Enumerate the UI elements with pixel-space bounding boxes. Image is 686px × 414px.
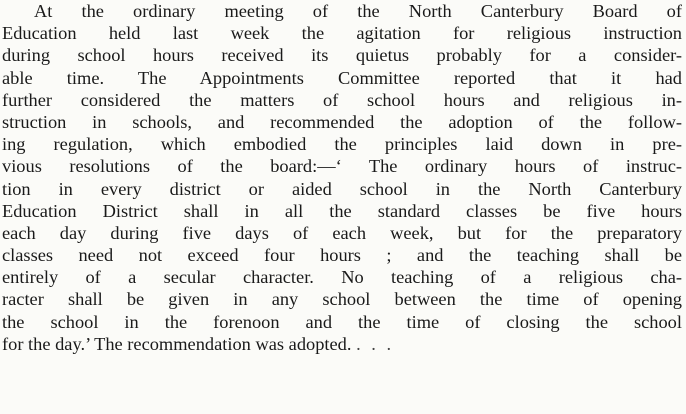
article-text: [2, 0, 682, 355]
trailing-marks: . . .: [356, 333, 395, 354]
article-line: Education held last week the agitation for religious instruction: [2, 23, 682, 44]
article-line: further considered the matters of school hours and religious in-: [2, 89, 682, 110]
article-line: vious resolutions of the board:—‘ The ordinary hours of instruc-: [2, 156, 682, 177]
article-line: for the day.’ The recommendation was adopted.: [2, 333, 352, 354]
article-line: the school in the forenoon and the time of closing the school: [2, 311, 682, 332]
article-line: ing regulation, which embodied the principles laid down in pre-: [2, 134, 682, 155]
article-line: tion in every district or aided school in the North Canterbury: [2, 178, 682, 199]
article-line: able time. The Appointments Committee reported that it had: [2, 67, 682, 88]
article-last-line: [2, 333, 682, 355]
article-line: At the ordinary meeting of the North Canterbury Board of: [34, 1, 682, 21]
article-line: during school hours received its quietus probably for a consider-: [2, 45, 682, 66]
article-line: each day during five days of each week, but for the preparatory: [2, 222, 682, 243]
article-line: entirely of a secular character. No teaching of a religious cha-: [2, 267, 682, 288]
article-line: racter shall be given in any school between the time of opening: [2, 289, 682, 310]
article-line: classes need not exceed four hours ; and the teaching shall be: [2, 245, 682, 266]
article-line: struction in schools, and recommended the adoption of the follow-: [2, 111, 682, 132]
article-line: Education District shall in all the standard classes be five hours: [2, 200, 682, 221]
